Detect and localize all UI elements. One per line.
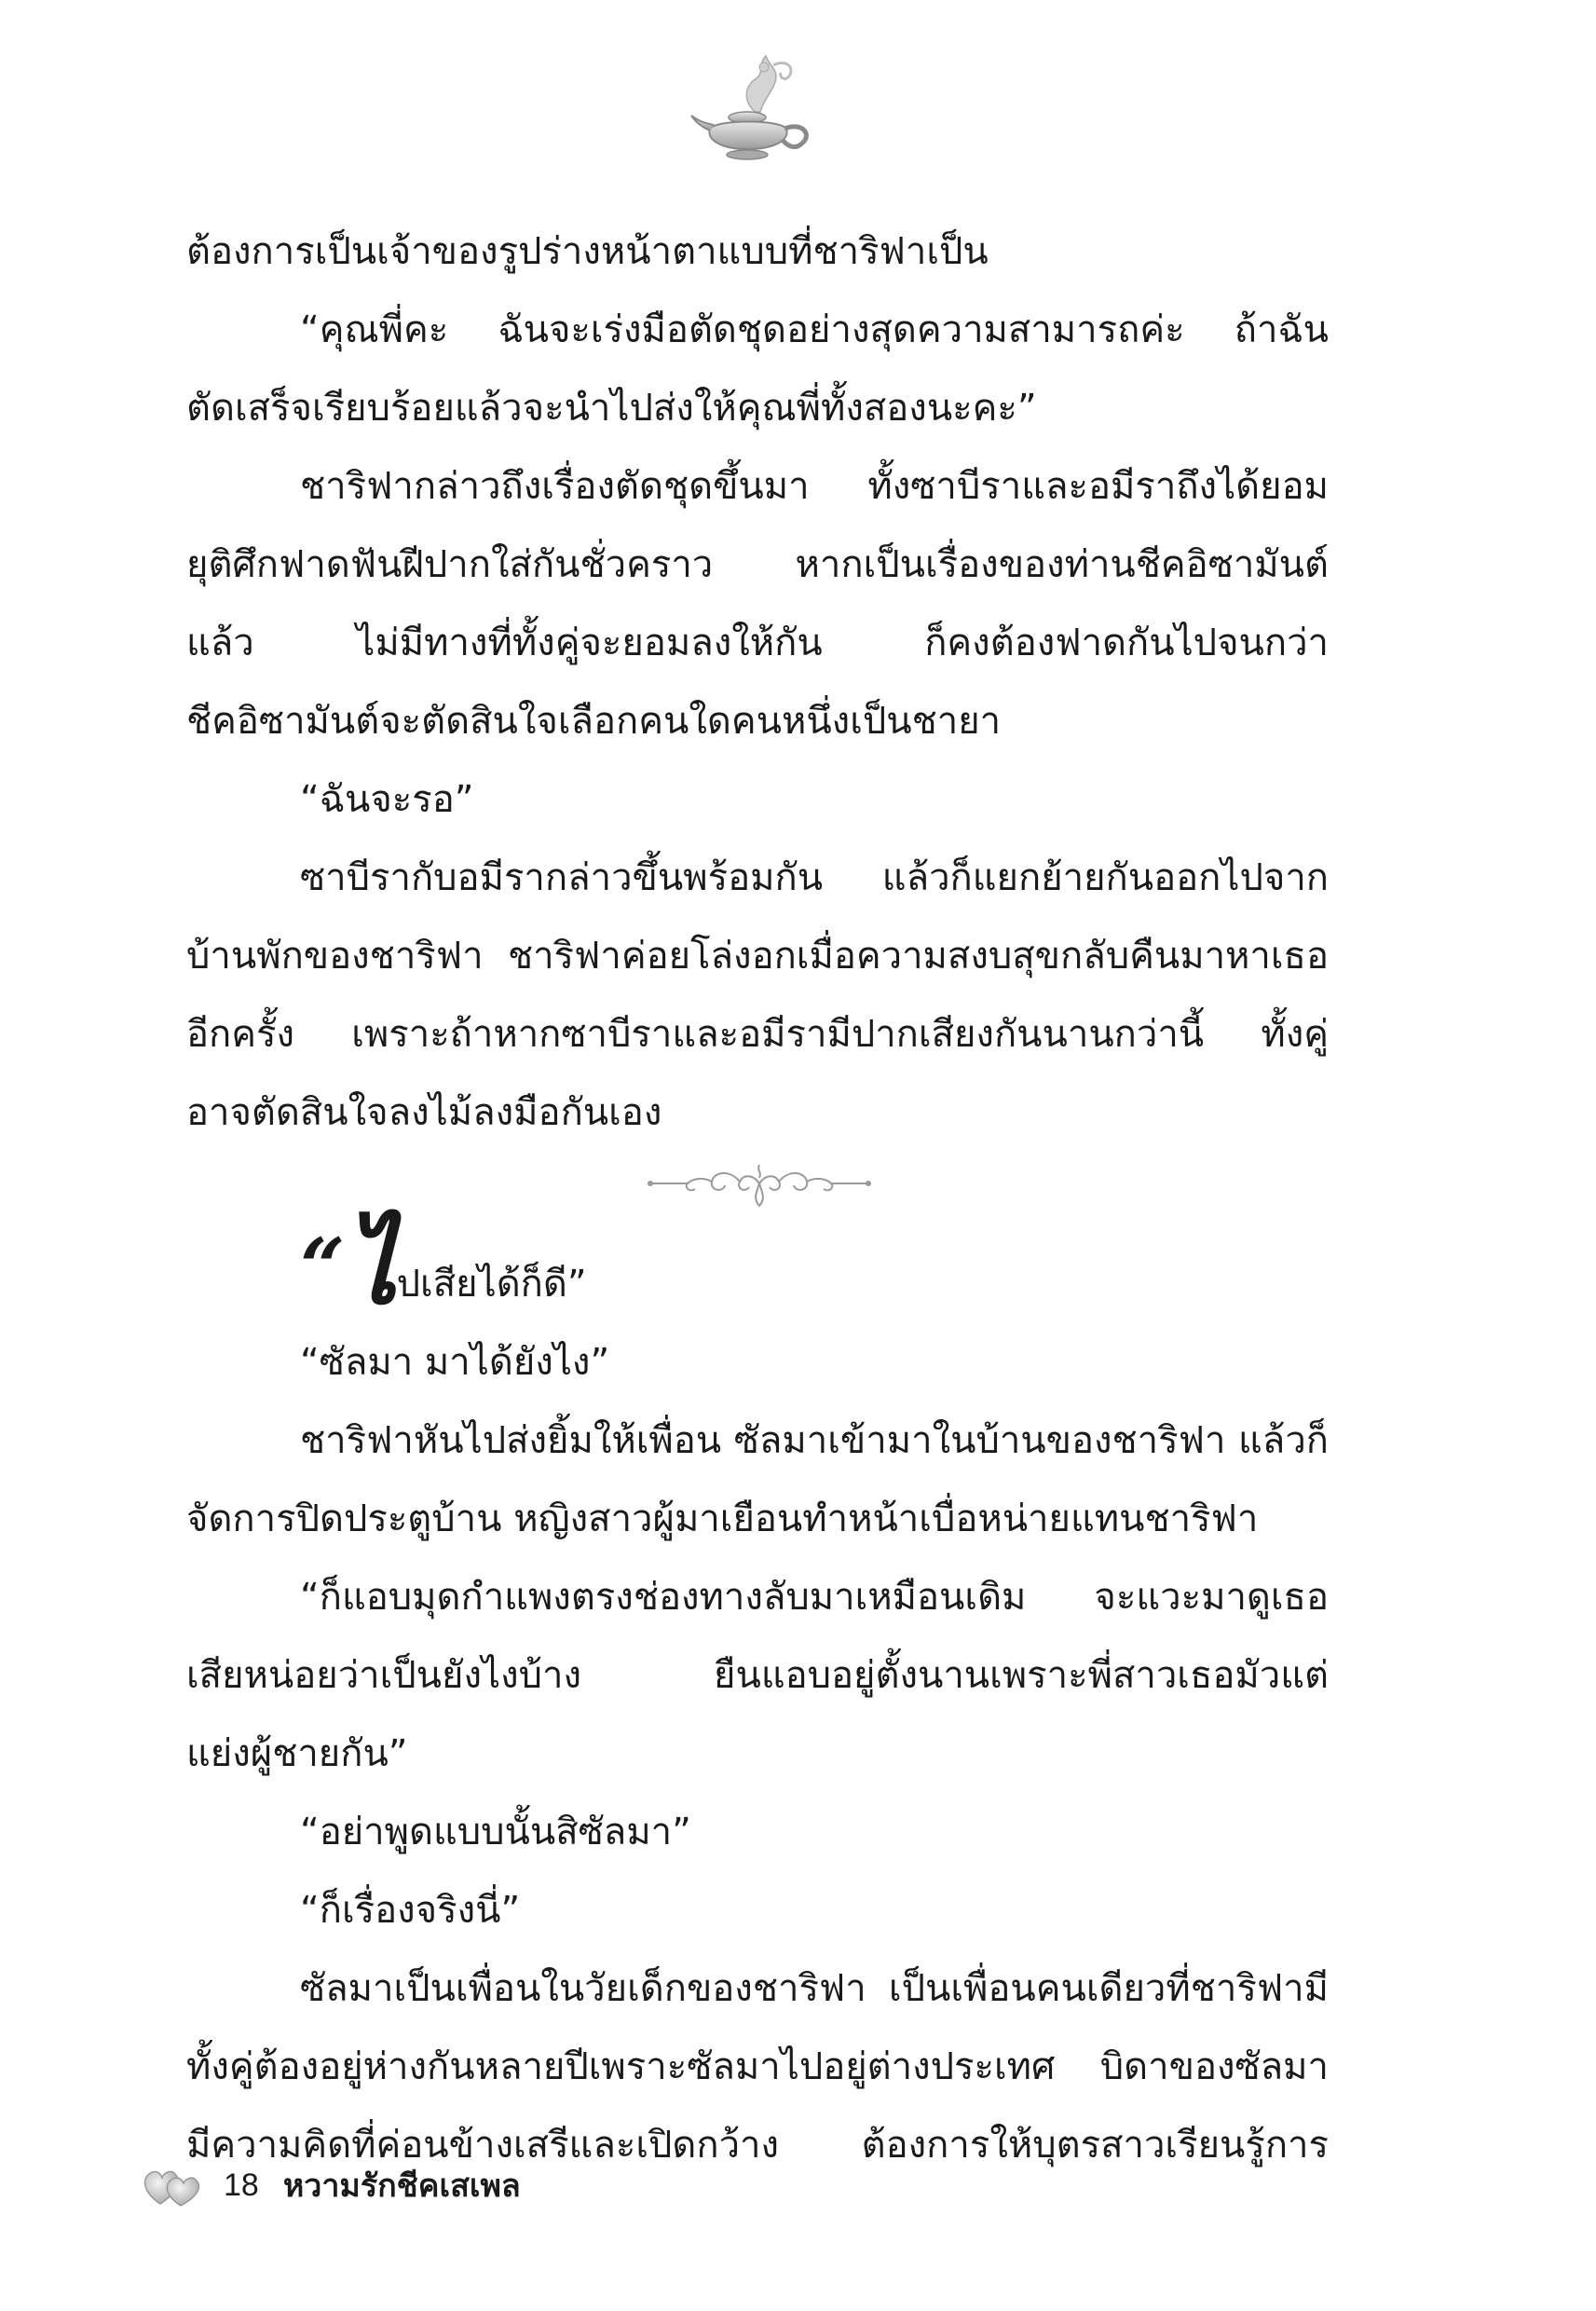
paragraph-line: ตัดเสร็จเรียบร้อยแล้วจะนำไปส่งให้คุณพี่ทั้งสองนะคะ” bbox=[186, 387, 1037, 430]
genie-lamp-icon bbox=[689, 47, 820, 168]
dropcap-letter: ไ bbox=[345, 1207, 397, 1327]
section-divider-ornament-icon bbox=[643, 1156, 876, 1211]
paragraph-line: ซาบีรากับอมีรากล่าวขึ้นพร้อมกัน แล้วก็แยกย้ายกันออกไปจาก bbox=[300, 856, 1329, 899]
paragraph-line: ซัลมาเป็นเพื่อนในวัยเด็กของชาริฟา เป็นเพื่อนคนเดียวที่ชาริฟามี bbox=[300, 1967, 1329, 2010]
paragraph-line: มีความคิดที่ค่อนข้างเสรีและเปิดกว้าง ต้องการให้บุตรสาวเรียนรู้การ bbox=[186, 2124, 1329, 2167]
page-number: 18 bbox=[224, 2167, 259, 2203]
section-one-text bbox=[186, 212, 1329, 1152]
dropcap-paragraph bbox=[186, 1207, 1329, 1327]
paragraph-line: ชาริฟากล่าวถึงเรื่องตัดชุดขึ้นมา ทั้งซาบีราและอมีราถึงได้ยอม bbox=[300, 465, 1329, 508]
section-two-text bbox=[186, 1207, 1329, 2184]
paragraph-line: ทั้งคู่ต้องอยู่ห่างกันหลายปีเพราะซัลมาไปอยู่ต่างประเทศ บิดาของซัลมา bbox=[186, 2045, 1329, 2088]
paragraph-line: “ฉันจะรอ” bbox=[300, 778, 474, 821]
paragraph-line: เสียหน่อยว่าเป็นยังไงบ้าง ยืนแอบอยู่ตั้งนานเพราะพี่สาวเธอมัวแต่ bbox=[186, 1654, 1329, 1697]
page-footer bbox=[140, 2153, 521, 2218]
hearts-icon bbox=[140, 2157, 205, 2213]
dropcap-rest-text: ปเสียได้ก็ดี” bbox=[396, 1263, 587, 1306]
paragraph-line: “ก็แอบมุดกำแพงตรงช่องทางลับมาเหมือนเดิม จะแวะมาดูเธอ bbox=[300, 1576, 1329, 1619]
paragraph-line: บ้านพักของชาริฟา ชาริฟาค่อยโล่งอกเมื่อความสงบสุขกลับคืนมาหาเธอ bbox=[186, 935, 1329, 978]
paragraph-line: ยุติศึกฟาดฟันฝีปากใส่กันชั่วคราว หากเป็นเรื่องของท่านชีคอิซามันต์ bbox=[186, 543, 1329, 586]
paragraph-line: อาจตัดสินใจลงไม้ลงมือกันเอง bbox=[186, 1091, 662, 1134]
paragraph-line: อีกครั้ง เพราะถ้าหากซาบีราและอมีรามีปากเสียงกันนานกว่านี้ ทั้งคู่ bbox=[186, 1013, 1329, 1056]
paragraph-line: แย่งผู้ชายกัน” bbox=[186, 1732, 408, 1775]
paragraph-line: ชีคอิซามันต์จะตัดสินใจเลือกคนใดคนหนึ่งเป็นชายา bbox=[186, 700, 1002, 743]
paragraph-line: “คุณพี่คะ ฉันจะเร่งมือตัดชุดอย่างสุดความสามารถค่ะ ถ้าฉัน bbox=[300, 308, 1329, 351]
paragraph-line: แล้ว ไม่มีทางที่ทั้งคู่จะยอมลงให้กัน ก็คงต้องฟาดกันไปจนกว่า bbox=[186, 622, 1329, 664]
paragraph-line: จัดการปิดประตูบ้าน หญิงสาวผู้มาเยือนทำหน้าเบื่อหน่ายแทนชาริฟา bbox=[186, 1497, 1259, 1540]
paragraph-line: “ซัลมา มาได้ยังไง” bbox=[300, 1341, 610, 1384]
paragraph-line: ชาริฟาหันไปส่งยิ้มให้เพื่อน ซัลมาเข้ามาในบ้านของชาริฟา แล้วก็ bbox=[300, 1419, 1329, 1462]
dropcap-quote-mark: “ bbox=[300, 1221, 346, 1313]
paragraph-line: ต้องการเป็นเจ้าของรูปร่างหน้าตาแบบที่ชาริฟาเป็น bbox=[186, 230, 989, 273]
paragraph-line: “อย่าพูดแบบนั้นสิซัลมา” bbox=[300, 1811, 691, 1853]
book-title: หวามรักชีคเสเพล bbox=[282, 2167, 521, 2205]
paragraph-line: “ก็เรื่องจริงนี่” bbox=[300, 1889, 521, 1932]
